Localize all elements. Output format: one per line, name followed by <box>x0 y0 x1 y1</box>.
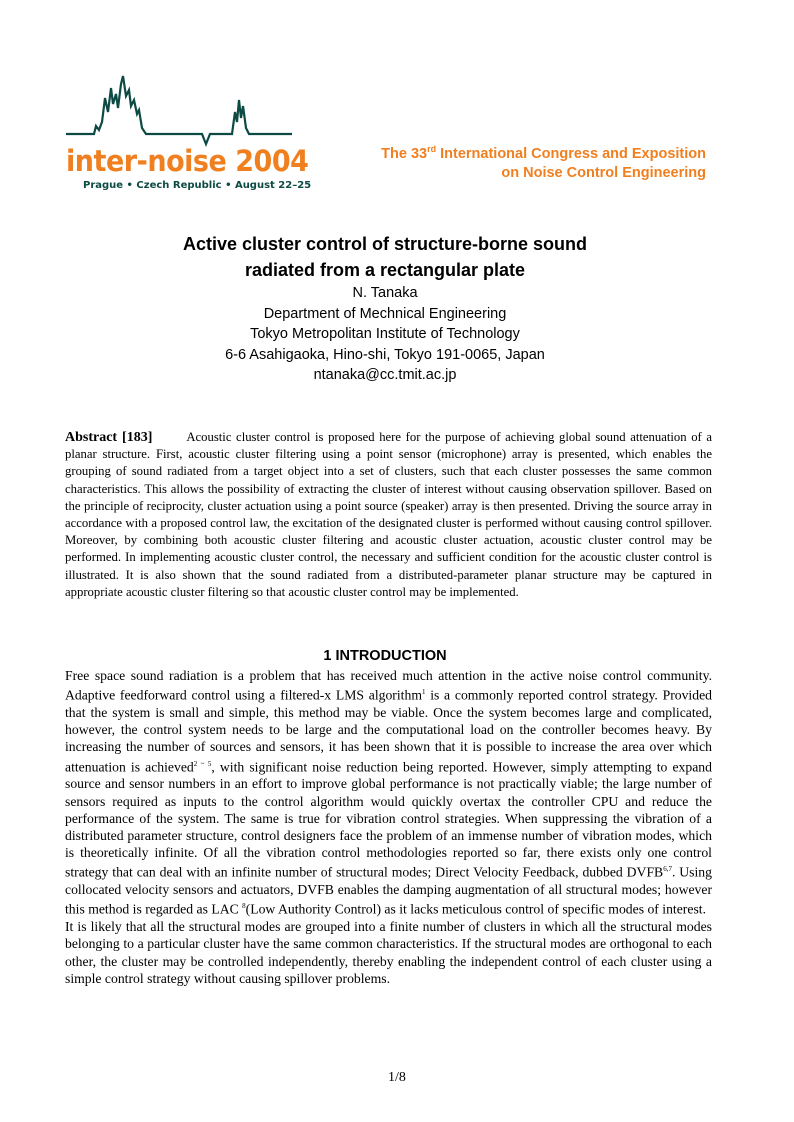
conference-logo <box>64 70 312 195</box>
congress-heading <box>381 140 706 183</box>
intro-text-b: is a commonly reported control strategy. Provided that the system is small and simple, this method may be viable. Once the system becomes large and complicated, however, the control system needs to be large and the computational load on the controller becomes heavy. By increasing the number of sources and sensors, it has been shown that it is possible to increase the area over which attenuation is achieved <box>65 687 712 775</box>
author-institute: Tokyo Metropolitan Institute of Technology <box>250 326 520 342</box>
citation-6-7: 6,7 <box>663 865 672 874</box>
author-email: ntanaka@cc.tmit.ac.jp <box>313 367 457 383</box>
intro-text-a: Free space sound radiation is a problem that has received much attention in the active noise control community. Adaptive feedforward control using a filtered-x LMS algorithm <box>65 668 712 703</box>
page-number: 1/8 <box>388 1070 406 1085</box>
introduction-body <box>65 667 712 987</box>
intro-text-d: . Using collocated velocity sensors and actuators, DVFB enables the damping augmentation of all structural modes; however this method is regarded as LAC <box>65 864 712 917</box>
author-address: 6-6 Asahigaoka, Hino-shi, Tokyo 191-0065, Japan <box>225 346 545 363</box>
abstract-label: Abstract [183] <box>65 430 153 445</box>
author-department: Department of Mechnical Engineering <box>263 305 507 322</box>
paper-header <box>0 231 770 386</box>
citation-2-5: 2 ~ 5 <box>193 759 212 768</box>
intro-paragraph-1 <box>65 667 712 918</box>
congress-line-1 <box>381 140 706 164</box>
congress-ordinal-suffix: rd <box>427 144 437 154</box>
author-name: N. Tanaka <box>352 285 418 301</box>
intro-paragraph-2: It is likely that all the structural modes are grouped into a finite number of clusters in which all the structural modes belonging to a particular cluster have the same common characteristics. If the structural modes are orthogonal to each other, the cluster may be controlled independently, thereby enabling the independent control of each cluster using a simple control strategy without causing spillover problems. <box>65 919 712 986</box>
paper-title-line-1: Active cluster control of structure-borne sound <box>182 234 588 254</box>
intro-text-c: , with significant noise reduction being reported. However, simply attempting to expand source and sensor numbers in an effort to improve global performance is not practically viable; the large number of sensors required as inputs to the control algorithm would quickly overtax the controller CPU and reduce the performance of the system. The same is true for vibration control strategies. When suppressing the vibration of a distributed parameter structure, control designers face the problem of an immense number of vibration modes, which is theoretically infinite. Of all the vibration control methodologies reported so far, there exists only one control strategy that can deal with an infinite number of structural modes; Direct Velocity Feedback, dubbed DVFB <box>65 759 712 880</box>
congress-line-1-text: International Congress and Exposition <box>436 145 706 162</box>
section-heading-introduction: 1 INTRODUCTION <box>323 648 447 664</box>
congress-line-2: on Noise Control Engineering <box>501 164 706 181</box>
abstract <box>65 429 712 601</box>
congress-ordinal: The 33 <box>381 145 428 162</box>
abstract-text: Acoustic cluster control is proposed here for the purpose of achieving global sound attenuation of a planar structure. First, acoustic cluster filtering using a point sensor (microphone) array is presented, which enables the grouping of sound radiated from a target object into a set of clusters, such that each cluster possesses the same common characteristics. This allows the possibility of extracting the cluster of interest without causing observation spillover. Based on the principle of reciprocity, cluster actuation using a point source (speaker) array is then presented. Driving the source array in accordance with a proposed control law, the excitation of the designated cluster is performed without causing control spillover. Moreover, by combining both acoustic cluster filtering and acoustic cluster actuation, acoustic cluster control may be performed. In implementing acoustic cluster control, the necessary and sufficient condition for the acoustic cluster control is illustrated. It is also shown that the sound radiated from a distributed-parameter planar structure may be captured in appropriate acoustic cluster filtering so that acoustic cluster control may be implemented. <box>65 430 713 599</box>
skyline-line-icon <box>64 70 294 150</box>
logo-subtitle: Prague • Czech Republic • August 22–25 <box>83 180 312 191</box>
logo-wordmark: inter-noise 2004 <box>66 144 309 178</box>
citation-1: 1 <box>421 688 426 697</box>
citation-8: 8 <box>242 902 246 911</box>
paper-title-line-2: radiated from a rectangular plate <box>244 260 526 280</box>
intro-text-e: (Low Authority Control) as it lacks meticulous control of specific modes of interest. <box>245 901 706 917</box>
